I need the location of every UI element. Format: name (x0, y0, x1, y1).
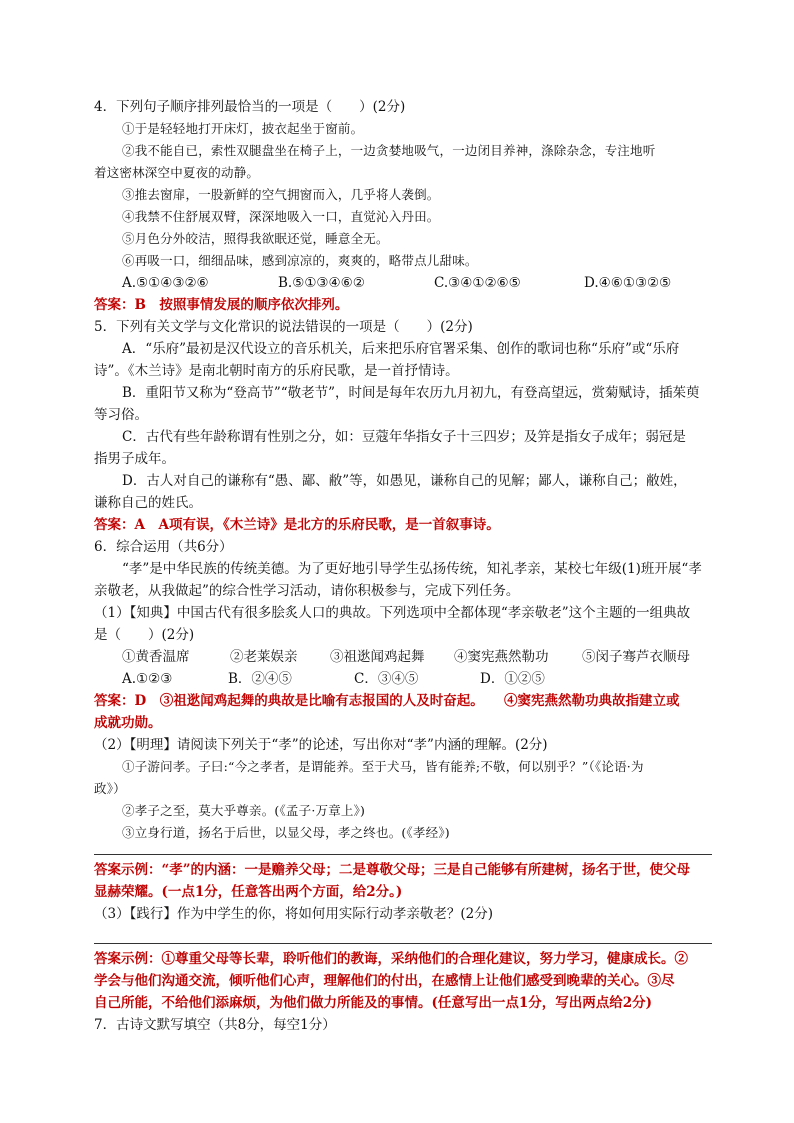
q4-sentence-6: ⑥再吸一口，细细品味，感到凉凉的，爽爽的，略带点儿甜味。 (122, 253, 478, 268)
q6-stem: 6．综合运用（共6分） (94, 539, 233, 555)
q4-sentence-1: ①于是轻轻地打开床灯，披衣起坐于窗前。 (122, 121, 364, 136)
q6-intro-line2: 亲敬老，从我做起”的综合性学习活动，请你积极参与，完成下列任务。 (94, 583, 520, 599)
q5-option-c-line2: 指男子成年。 (94, 451, 175, 467)
q6-part3-answer-line2: 学会与他们沟通交流，倾听他们心声，理解他们的付出，在感情上让他们感受到晚辈的关心。③尽 (94, 973, 675, 989)
q5-option-d-line1: D．古人对自己的谦称有“愚、鄙、敝”等，如愚见，谦称自己的见解；鄙人，谦称自己；敝姓， (122, 473, 687, 489)
q4-option-c: C.③④①②⑥⑤ (434, 275, 521, 291)
q7-stem: 7．古诗文默写填空（共8分，每空1分） (94, 1017, 336, 1033)
q5-option-c-line1: C．古代有些年龄称谓有性别之分，如：豆蔻年华指女子十三四岁；及笄是指女子成年；弱冠是 (122, 429, 686, 445)
q4-sentence-5: ⑤月色分外皎洁，照得我欲眠还觉，睡意全无。 (122, 231, 389, 246)
q6-part1-stem-line2: 是（ ）(2分) (94, 627, 195, 643)
q6-part2-answer-line1: 答案示例：“孝”的内涵：一是赡养父母；二是尊敬父母；三是自己能够有所建树，扬名于世，使父母 (94, 862, 691, 878)
q6-quote-1-cont: 政》） (94, 781, 126, 796)
q5-answer: 答案：A A项有误，《木兰诗》是北方的乐府民歌，是一首叙事诗。 (94, 517, 500, 533)
q6-part3-answer-line1: 答案示例：①尊重父母等长辈，聆听他们的教诲，采纳他们的合理化建议，努力学习，健康成长。② (94, 951, 688, 967)
answer-blank-line (94, 854, 712, 855)
q5-option-b-line1: B．重阳节又称为“登高节”“敬老节”，时间是每年农历九月初九，有登高望远，赏菊赋诗，插茱萸 (122, 385, 700, 401)
q6-part3-stem: （3）【践行】作为中学生的你，将如何用实际行动孝亲敬老？(2分) (94, 906, 493, 922)
q5-stem: 5．下列有关文学与文化常识的说法错误的一项是（ ）(2分) (94, 319, 473, 335)
q4-option-b: B.⑤①③④⑥② (278, 275, 365, 291)
q6-item-3: ③祖逖闻鸡起舞 (330, 649, 425, 665)
q6-part1-items (94, 646, 712, 668)
document-content (94, 96, 712, 1036)
q6-quote-1: ①子游问孝。子曰:“今之孝者，是谓能养。至于犬马，皆有能养;不敬，何以别乎？”（《论语·为 (122, 759, 644, 774)
q4-sentence-2-cont: 着这密林深空中夏夜的动静。 (94, 165, 260, 180)
q4-answer: 答案：B 按照事情发展的顺序依次排列。 (94, 297, 349, 313)
q6-part3-answer-line3: 自己所能，不给他们添麻烦，为他们做力所能及的事情。(任意写出一点1分，写出两点给2分) (94, 995, 653, 1011)
q4-sentence-3: ③推去窗扉，一股新鲜的空气拥窗而入，几乎将人袭倒。 (122, 187, 440, 202)
q6-option-c: C．③④⑤ (354, 671, 419, 687)
q6-part2-stem: （2）【明理】请阅读下列关于“孝”的论述，写出你对“孝”内涵的理解。(2分) (94, 737, 548, 753)
q4-stem: 4．下列句子顺序排列最恰当的一项是（ ）(2分) (94, 99, 406, 115)
q6-item-1: ①黄香温席 (122, 649, 190, 665)
q4-option-a: A.⑤①④③②⑥ (122, 275, 209, 291)
q4-sentence-4: ④我禁不住舒展双臂，深深地吸入一口，直觉沁入丹田。 (122, 209, 440, 224)
q6-quote-3: ③立身行道，扬名于后世，以显父母，孝之终也。(《孝经》) (122, 825, 450, 840)
q5-option-a-line2: 诗”。《木兰诗》是南北朝时南方的乐府民歌，是一首抒情诗。 (94, 363, 459, 379)
q5-option-b-line2: 等习俗。 (94, 407, 148, 423)
answer-blank-line (94, 943, 712, 944)
q6-intro-line1: “孝”是中华民族的传统美德。为了更好地引导学生弘扬传统，知礼孝亲，某校七年级(1)班开展“孝 (122, 561, 702, 577)
q5-option-d-line2: 谦称自己的姓氏。 (94, 495, 202, 511)
q5-option-a-line1: A．“乐府”最初是汉代设立的音乐机关，后来把乐府官署采集、创作的歌词也称“乐府”或“乐府 (122, 341, 680, 357)
q6-option-a: A.①②③ (122, 671, 173, 687)
q6-part1-options (94, 668, 712, 690)
q6-option-d: D．①②⑤ (480, 671, 545, 687)
q6-part2-answer-line2: 显赫荣耀。(一点1分，任意答出两个方面，给2分。) (94, 884, 403, 900)
q6-item-5: ⑤闵子骞芦衣顺母 (582, 649, 690, 665)
q6-quote-2: ②孝子之至，莫大乎尊亲。(《孟子·万章上》) (122, 803, 366, 818)
q6-part1-stem-line1: （1）【知典】中国古代有很多脍炙人口的典故。下列选项中全都体现“孝亲敬老”这个主题的一组典故 (94, 605, 691, 621)
q4-option-d: D.④⑥①③②⑤ (584, 275, 672, 291)
q4-sentence-2: ②我不能自已，索性双腿盘坐在椅子上，一边贪婪地吸气，一边闭目养神，涤除杂念，专注地听 (122, 143, 656, 158)
q6-part1-answer-line1: 答案：D ③祖逖闻鸡起舞的典故是比喻有志报国的人及时奋起。 ④窦宪燕然勒功典故指建立或 (94, 693, 680, 709)
q6-option-b: B．②④⑤ (228, 671, 292, 687)
q6-item-2: ②老莱娱亲 (230, 649, 298, 665)
q6-item-4: ④窦宪燕然勒功 (454, 649, 549, 665)
q6-part1-answer-line2: 成就功勋。 (94, 715, 162, 731)
q4-options (94, 272, 712, 294)
